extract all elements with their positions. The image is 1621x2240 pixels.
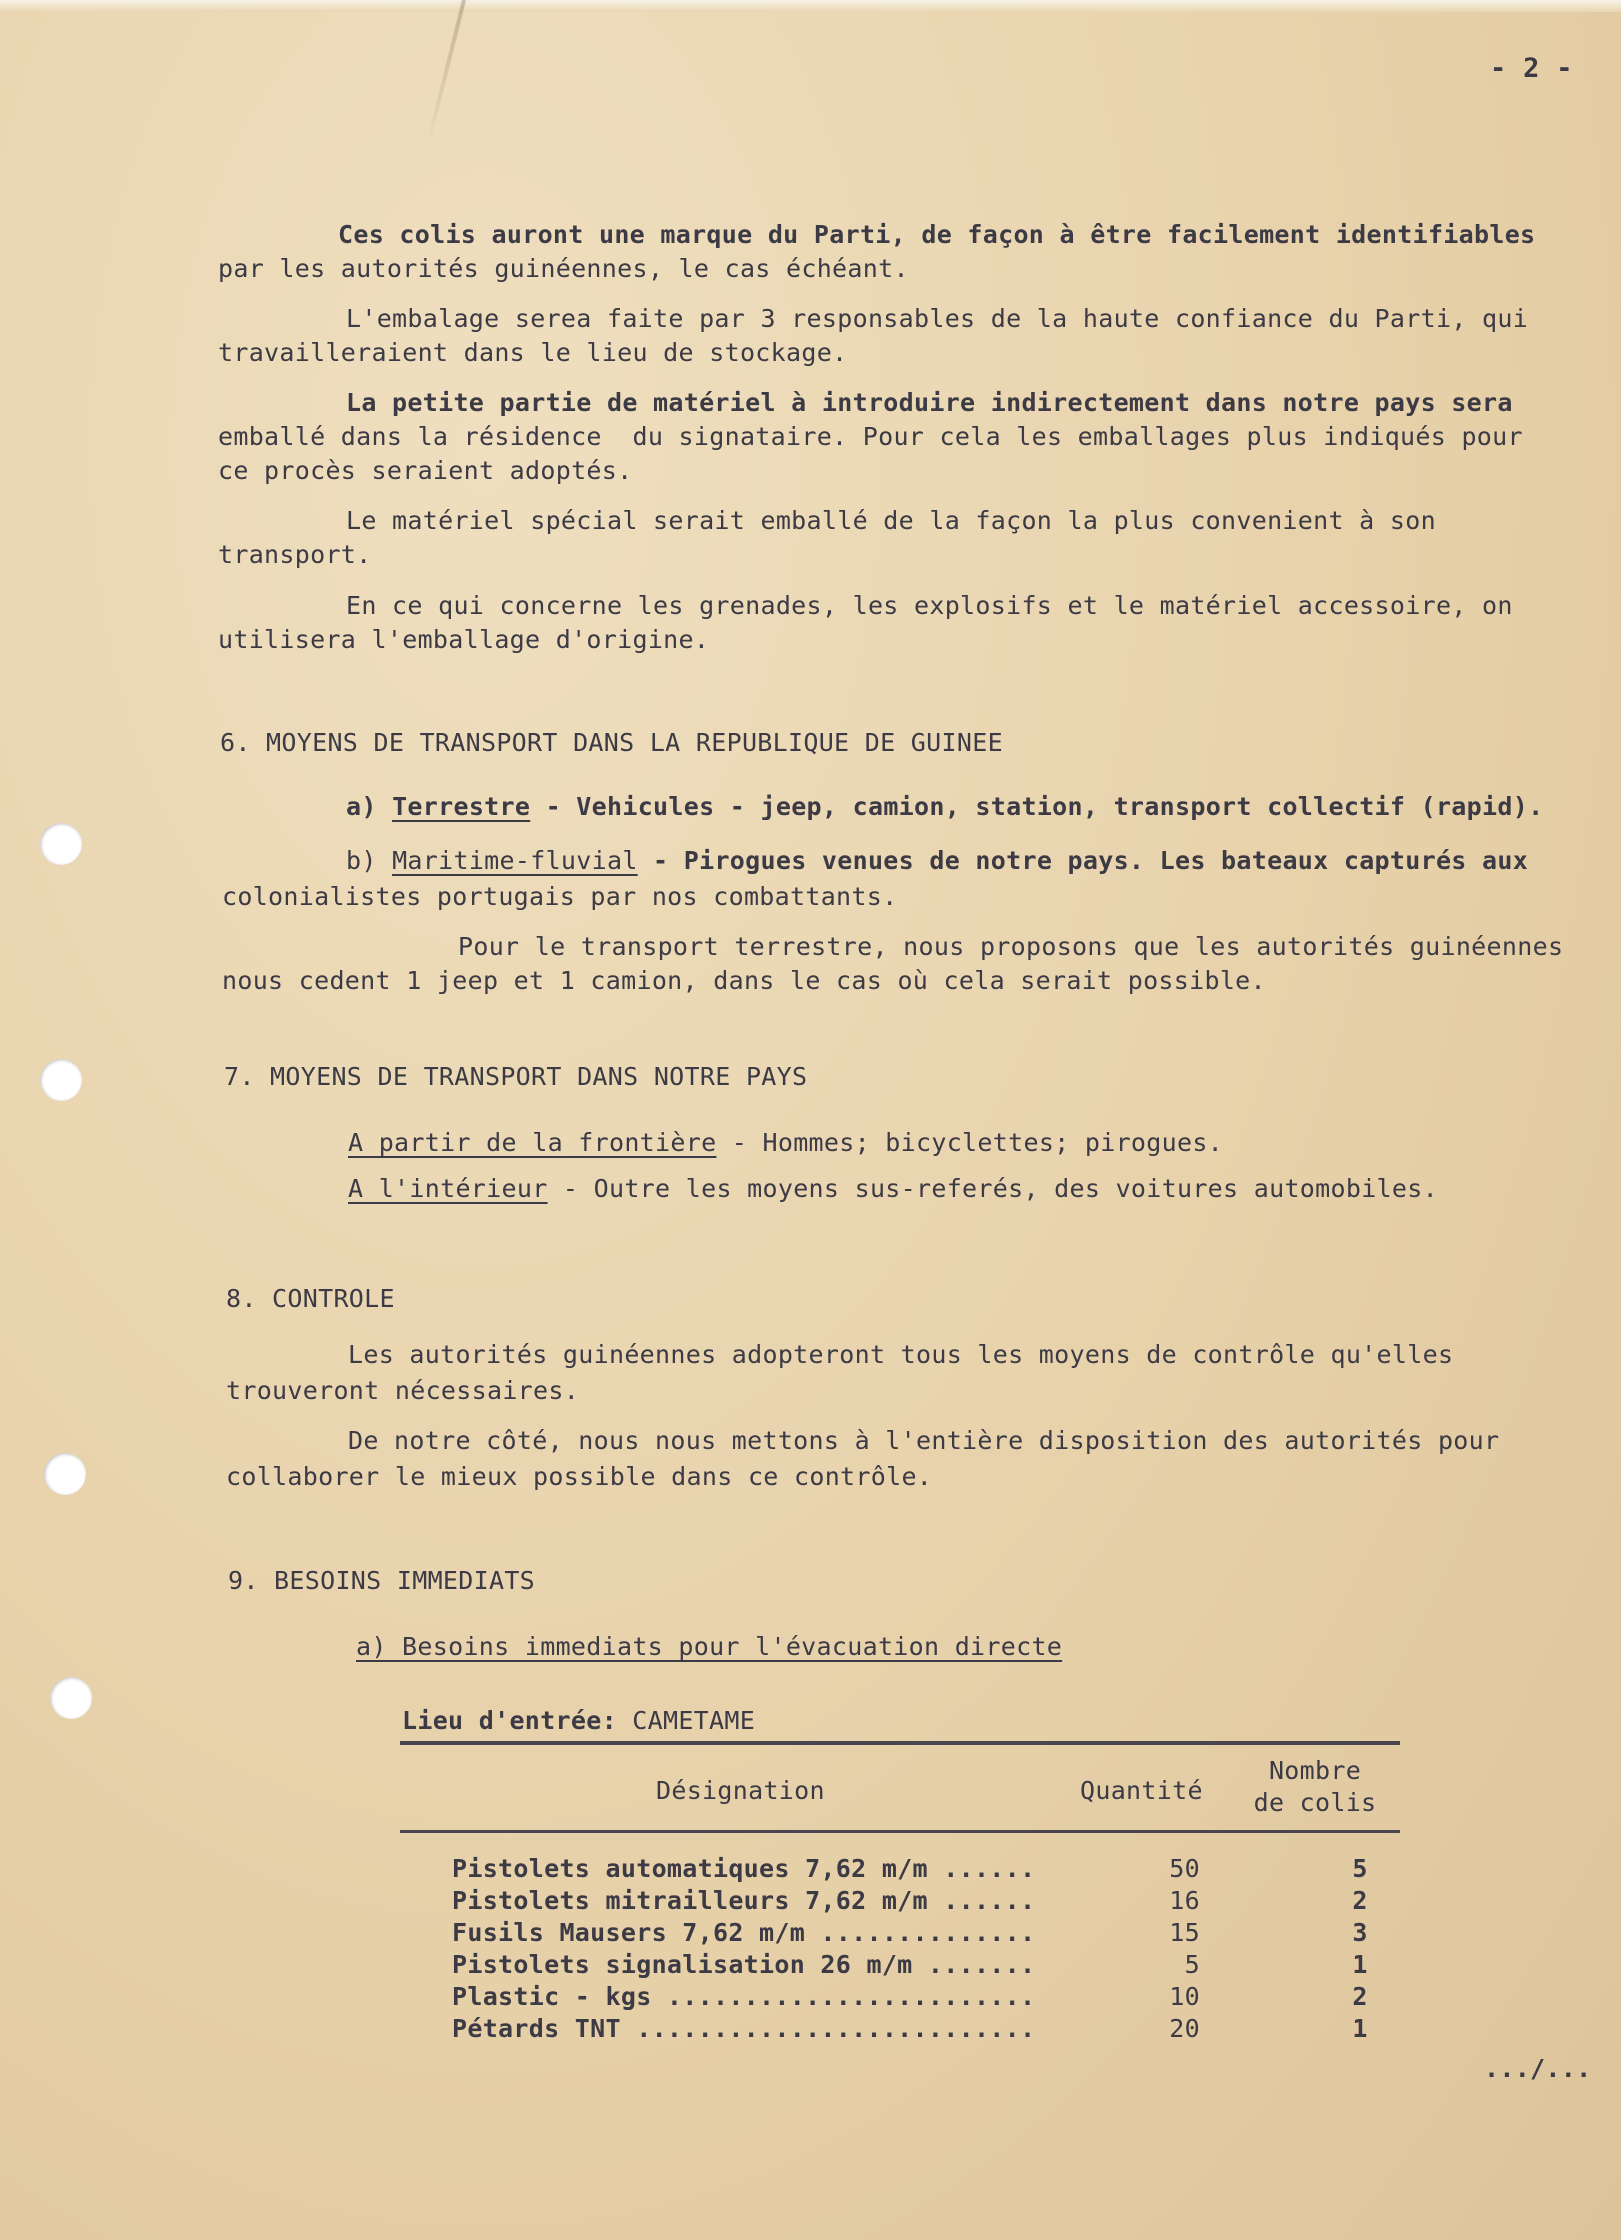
item-prefix: b) bbox=[346, 846, 393, 875]
punch-hole bbox=[44, 1453, 86, 1495]
paragraph-line: utilisera l'emballage d'origine. bbox=[218, 625, 710, 654]
paragraph-line: La petite partie de matériel à introduire indirectement dans notre pays sera bbox=[346, 388, 1513, 417]
paragraph-line: travailleraient dans le lieu de stockage. bbox=[218, 338, 848, 367]
table-cell-quantite: 16 bbox=[1169, 1886, 1200, 1915]
paragraph-line: colonialistes portugais par nos combattants. bbox=[222, 882, 898, 911]
table-cell-quantite: 5 bbox=[1184, 1950, 1200, 1979]
paragraph-line: ce procès seraient adoptés. bbox=[218, 456, 633, 485]
paragraph-line: Les autorités guinéennes adopteront tous les moyens de contrôle qu'elles bbox=[348, 1340, 1454, 1369]
paragraph-line: par les autorités guinéennes, le cas échéant. bbox=[218, 254, 909, 283]
item-text: - Hommes; bicyclettes; pirogues. bbox=[716, 1128, 1224, 1157]
subsection-heading: a) Besoins immediats pour l'évacuation directe bbox=[356, 1632, 1063, 1661]
paragraph-line: Le matériel spécial serait emballé de la façon la plus convenient à son bbox=[346, 506, 1436, 535]
item-label: Maritime-fluvial bbox=[392, 846, 638, 875]
table-cell-colis: 1 bbox=[1352, 1950, 1368, 1979]
item-label: A partir de la frontière bbox=[348, 1128, 717, 1157]
section-heading: 6. MOYENS DE TRANSPORT DANS LA REPUBLIQUE DE GUINEE bbox=[220, 728, 1003, 757]
paragraph-line: En ce qui concerne les grenades, les explosifs et le matériel accessoire, on bbox=[346, 591, 1513, 620]
item-label: Terrestre bbox=[392, 792, 531, 821]
entry-location-value: CAMETAME bbox=[632, 1706, 756, 1735]
table-cell-designation: Fusils Mausers 7,62 m/m .............. bbox=[452, 1918, 1036, 1947]
section-heading: 7. MOYENS DE TRANSPORT DANS NOTRE PAYS bbox=[224, 1062, 808, 1091]
table-top-rule bbox=[400, 1741, 1400, 1745]
item-text: - Outre les moyens sus-referés, des voitures automobiles. bbox=[547, 1174, 1438, 1203]
paragraph-line: trouveront nécessaires. bbox=[226, 1376, 580, 1405]
table-cell-colis: 5 bbox=[1352, 1854, 1368, 1883]
punch-hole bbox=[40, 1059, 82, 1101]
entry-location bbox=[402, 1702, 755, 1740]
table-header-quantite: Quantité bbox=[1080, 1776, 1203, 1805]
table-header-colis: de colis bbox=[1253, 1788, 1377, 1817]
page-number: - 2 - bbox=[1490, 53, 1573, 84]
transport-item-frontiere bbox=[348, 1124, 1223, 1162]
table-cell-colis: 3 bbox=[1352, 1918, 1368, 1947]
paper-crease bbox=[426, 0, 466, 146]
table-cell-designation: Plastic - kgs ........................ bbox=[452, 1982, 1036, 2011]
section-heading: 8. CONTROLE bbox=[226, 1284, 395, 1313]
paragraph-line: collaborer le mieux possible dans ce contrôle. bbox=[226, 1462, 933, 1491]
paragraph-line: L'embalage serea faite par 3 responsables de la haute confiance du Parti, qui bbox=[346, 304, 1529, 333]
item-label: A l'intérieur bbox=[348, 1174, 548, 1203]
paragraph-line: nous cedent 1 jeep et 1 camion, dans le cas où cela serait possible. bbox=[222, 966, 1266, 995]
transport-item-interieur bbox=[348, 1170, 1438, 1208]
table-cell-quantite: 50 bbox=[1169, 1854, 1200, 1883]
table-cell-colis: 1 bbox=[1352, 2014, 1368, 2043]
paragraph-line: transport. bbox=[218, 540, 372, 569]
table-cell-quantite: 10 bbox=[1169, 1982, 1200, 2011]
continuation-mark: .../... bbox=[1484, 2054, 1592, 2083]
punch-hole bbox=[50, 1677, 92, 1719]
section-heading: 9. BESOINS IMMEDIATS bbox=[228, 1566, 536, 1595]
torn-edge bbox=[0, 0, 1621, 12]
punch-hole bbox=[40, 823, 82, 865]
table-cell-designation: Pistolets signalisation 26 m/m ....... bbox=[452, 1950, 1036, 1979]
table-cell-colis: 2 bbox=[1352, 1982, 1368, 2011]
paragraph-line: Pour le transport terrestre, nous proposons que les autorités guinéennes bbox=[458, 932, 1564, 961]
transport-item-terrestre bbox=[346, 788, 1543, 826]
item-text: - Pirogues venues de notre pays. Les bateaux capturés aux bbox=[637, 846, 1529, 875]
item-text: - Vehicules - jeep, camion, station, transport collectif (rapid). bbox=[530, 792, 1544, 821]
table-cell-designation: Pistolets automatiques 7,62 m/m ...... bbox=[452, 1854, 1036, 1883]
paragraph-line: De notre côté, nous nous mettons à l'entière disposition des autorités pour bbox=[348, 1426, 1500, 1455]
transport-item-maritime bbox=[346, 842, 1528, 880]
table-cell-quantite: 15 bbox=[1169, 1918, 1200, 1947]
item-prefix: a) bbox=[346, 792, 393, 821]
table-header-colis: Nombre bbox=[1268, 1756, 1362, 1785]
paragraph-line: emballé dans la résidence du signataire. Pour cela les emballages plus indiqués pour bbox=[218, 422, 1523, 451]
table-header-rule bbox=[400, 1830, 1400, 1833]
table-header-designation: Désignation bbox=[656, 1776, 825, 1805]
paragraph-line: Ces colis auront une marque du Parti, de façon à être facilement identifiables bbox=[338, 220, 1536, 249]
table-cell-quantite: 20 bbox=[1169, 2014, 1200, 2043]
table-cell-colis: 2 bbox=[1352, 1886, 1368, 1915]
entry-location-label: Lieu d'entrée: bbox=[402, 1706, 633, 1735]
table-cell-designation: Pétards TNT .......................... bbox=[452, 2014, 1036, 2043]
table-cell-designation: Pistolets mitrailleurs 7,62 m/m ...... bbox=[452, 1886, 1036, 1915]
